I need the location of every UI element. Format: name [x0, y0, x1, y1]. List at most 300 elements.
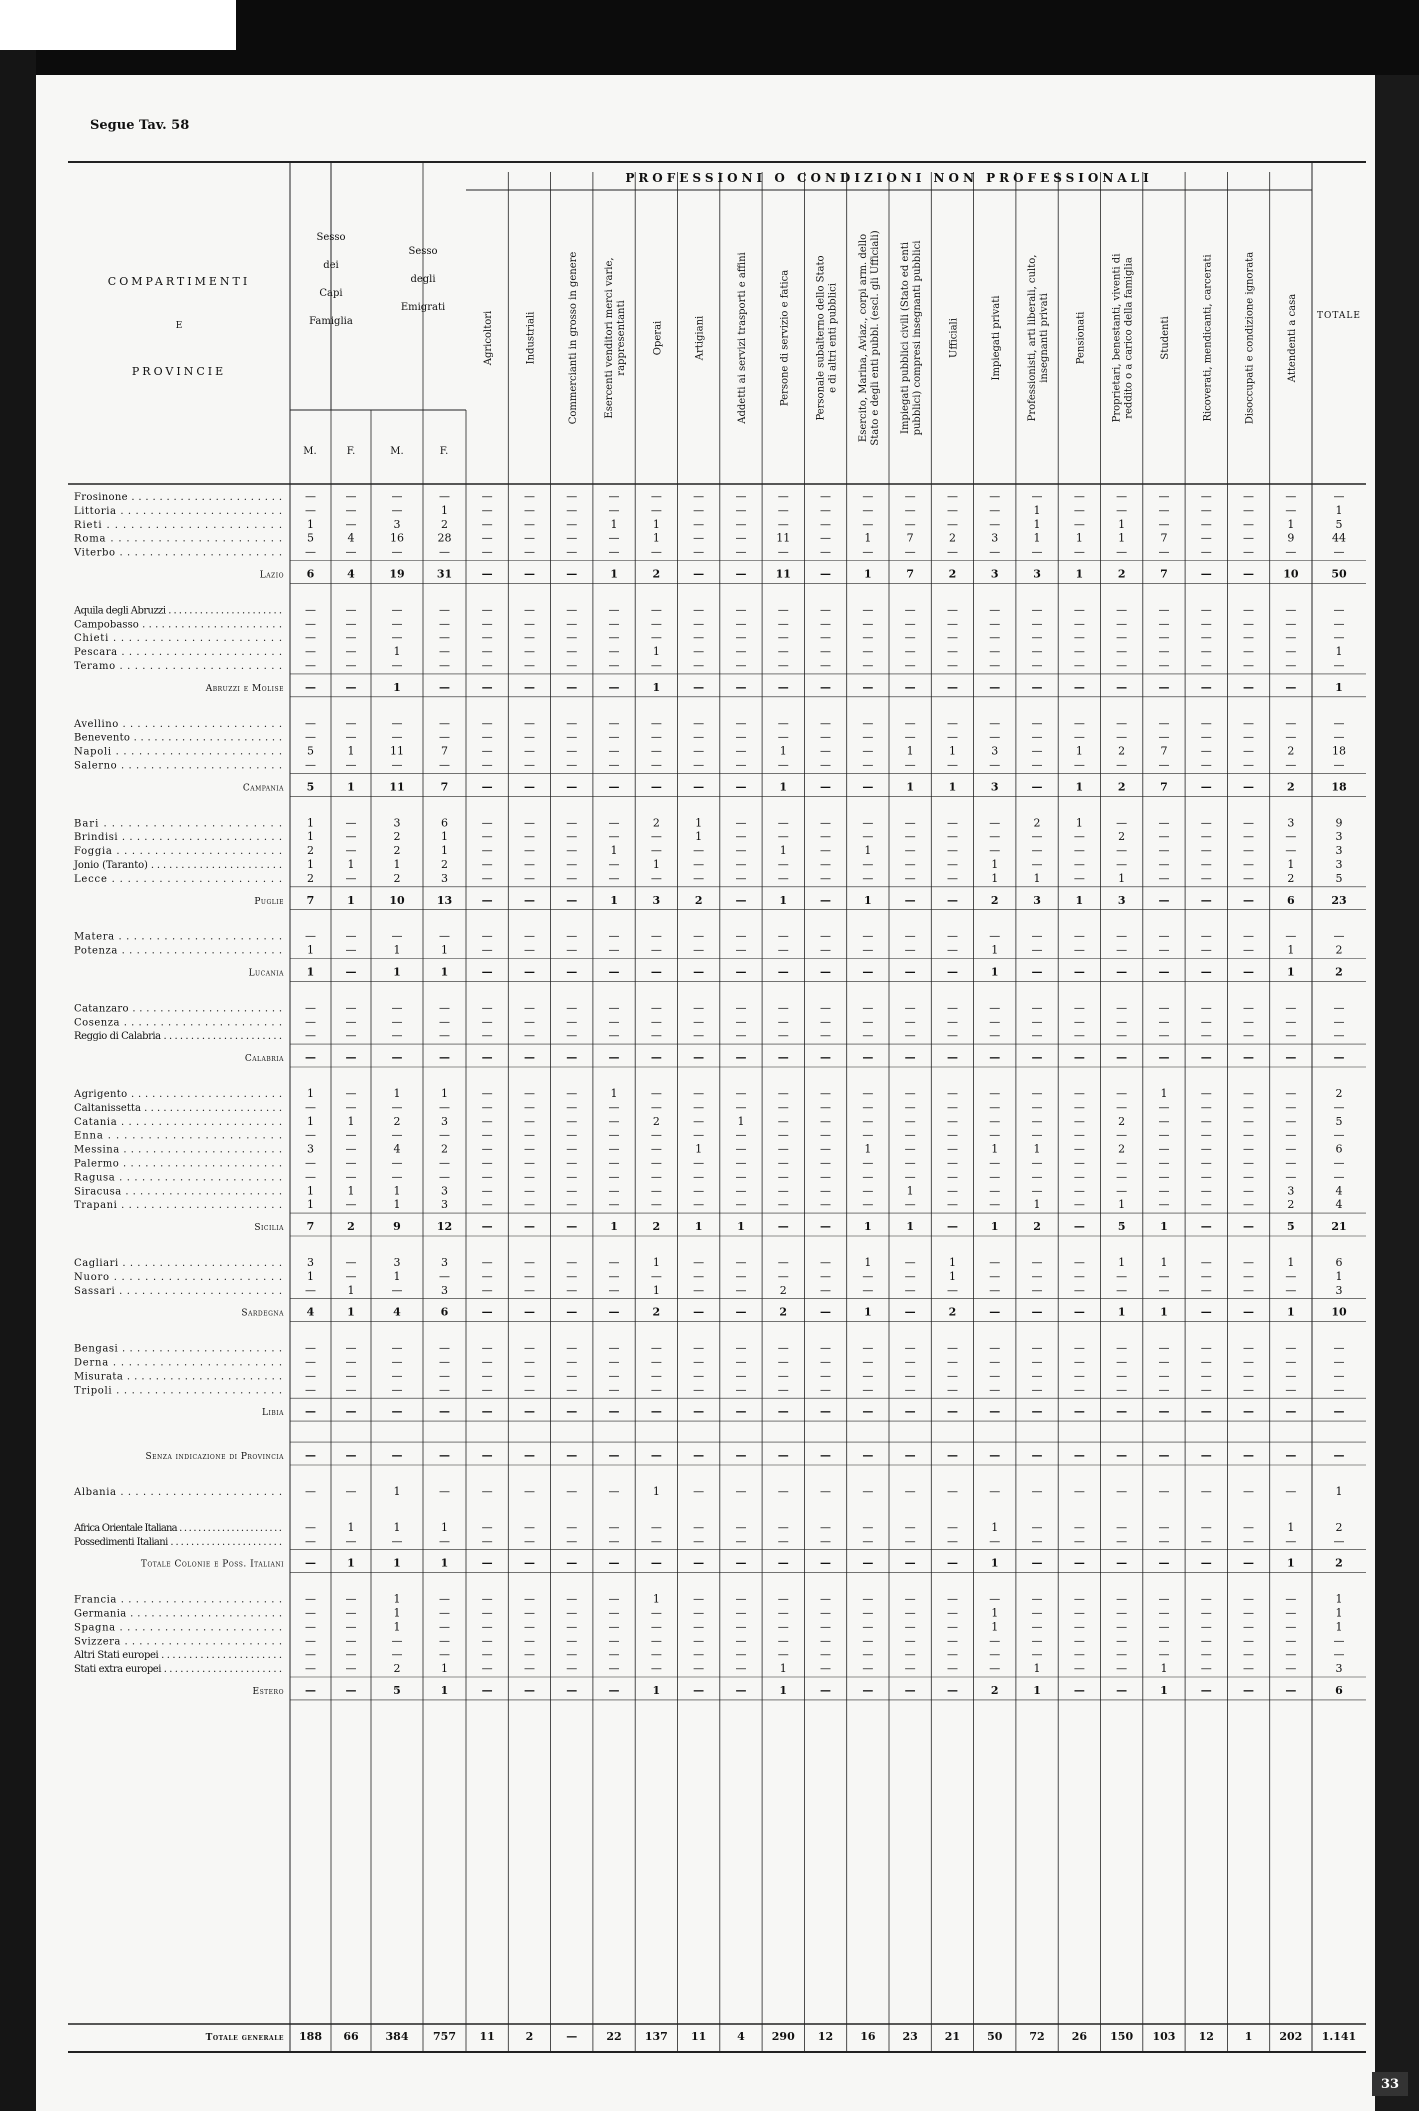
data-cell: —: [566, 871, 578, 885]
data-cell: —: [481, 1684, 493, 1697]
data-cell: —: [693, 1114, 705, 1128]
data-cell: —: [650, 1198, 662, 1212]
data-cell: —: [345, 517, 357, 531]
data-cell: —: [693, 780, 705, 794]
header-profession: rappresentanti: [616, 300, 628, 376]
data-cell: —: [650, 929, 662, 943]
data-cell: —: [989, 844, 1001, 858]
data-cell: —: [566, 1383, 578, 1397]
header-profession: Pensionati: [1075, 311, 1087, 365]
province-label: Spagna . . . . . . . . . . . . . . . . . . . . . .: [74, 1622, 282, 1634]
province-label: Benevento . . . . . . . . . . . . . . . . . . . . . .: [74, 732, 282, 744]
data-cell: —: [1031, 1283, 1043, 1297]
data-cell: 9: [1335, 816, 1343, 830]
data-cell: —: [989, 1449, 1001, 1463]
data-cell: 1: [1287, 1305, 1295, 1319]
data-cell: —: [862, 603, 874, 617]
data-cell: 1: [393, 1520, 401, 1534]
data-cell: —: [1073, 1114, 1085, 1128]
data-cell: —: [1285, 1156, 1297, 1170]
data-cell: —: [566, 531, 578, 545]
data-cell: —: [1073, 1305, 1085, 1319]
province-label: Agrigento . . . . . . . . . . . . . . . . . . . . . .: [74, 1089, 282, 1100]
data-cell: —: [735, 645, 747, 659]
data-cell: —: [650, 1556, 662, 1570]
data-cell: —: [1073, 631, 1085, 645]
data-cell: —: [1116, 1087, 1128, 1100]
data-cell: 10: [1331, 1305, 1347, 1319]
data-cell: —: [566, 1620, 578, 1634]
data-cell: —: [1031, 1648, 1043, 1662]
data-cell: 202: [1279, 2030, 1303, 2043]
data-cell: —: [1158, 1620, 1170, 1634]
data-cell: —: [777, 716, 789, 730]
data-cell: —: [566, 780, 578, 794]
data-cell: —: [566, 1606, 578, 1620]
data-cell: —: [777, 1001, 789, 1015]
data-cell: 1: [393, 680, 401, 694]
group-total-label: Calabria: [244, 1054, 284, 1065]
province-label: Matera . . . . . . . . . . . . . . . . . . . . . .: [74, 931, 282, 943]
data-cell: —: [946, 1184, 958, 1198]
data-cell: 3: [441, 871, 448, 885]
data-cell: —: [862, 490, 874, 503]
data-cell: 1: [1033, 1662, 1041, 1676]
data-cell: —: [1333, 1449, 1345, 1463]
data-cell: —: [650, 1383, 662, 1397]
data-cell: —: [820, 893, 832, 907]
data-cell: —: [566, 1369, 578, 1383]
data-cell: —: [862, 631, 874, 645]
data-cell: —: [439, 1029, 450, 1043]
data-cell: 1: [864, 567, 872, 581]
data-cell: —: [481, 758, 493, 772]
data-cell: —: [608, 1184, 620, 1198]
data-cell: —: [1158, 1485, 1170, 1498]
data-cell: —: [693, 965, 705, 979]
data-cell: —: [946, 631, 958, 645]
data-cell: 1: [906, 1220, 914, 1234]
data-cell: —: [904, 1142, 916, 1156]
data-cell: —: [904, 1606, 916, 1620]
data-cell: —: [523, 744, 535, 758]
province-label: Palermo . . . . . . . . . . . . . . . . . . . . . .: [74, 1158, 282, 1170]
data-cell: —: [820, 1114, 832, 1128]
data-cell: —: [608, 1485, 620, 1498]
data-cell: —: [989, 1534, 1001, 1548]
data-cell: —: [608, 1606, 620, 1620]
data-cell: —: [608, 1114, 620, 1128]
data-cell: —: [481, 1142, 493, 1156]
data-cell: —: [989, 1634, 1001, 1648]
data-cell: —: [946, 1087, 958, 1100]
data-cell: —: [566, 1592, 578, 1606]
data-cell: —: [1073, 1485, 1085, 1498]
data-cell: —: [391, 1405, 403, 1419]
data-cell: —: [989, 545, 1001, 559]
data-cell: —: [777, 1485, 789, 1498]
data-cell: —: [1116, 659, 1128, 672]
data-cell: —: [862, 1383, 874, 1397]
data-cell: —: [345, 1170, 357, 1184]
data-cell: —: [1333, 1170, 1345, 1184]
data-cell: —: [1243, 517, 1255, 531]
data-cell: —: [481, 631, 493, 645]
data-cell: —: [735, 617, 747, 631]
data-cell: 3: [441, 1114, 448, 1128]
data-cell: 1: [1075, 744, 1083, 758]
data-cell: —: [1200, 617, 1212, 631]
data-cell: 2: [307, 844, 314, 858]
data-cell: —: [946, 517, 958, 531]
header-sesso-capi: Famiglia: [309, 316, 353, 327]
data-cell: —: [345, 929, 357, 943]
data-cell: —: [777, 1369, 789, 1383]
data-cell: —: [1158, 1648, 1170, 1662]
data-cell: —: [305, 1156, 316, 1170]
data-cell: —: [1200, 1142, 1212, 1156]
data-cell: —: [345, 1001, 357, 1015]
data-cell: —: [650, 545, 662, 559]
data-cell: —: [1285, 1128, 1297, 1142]
data-cell: —: [305, 631, 316, 645]
data-cell: —: [566, 1556, 578, 1570]
data-cell: 26: [1071, 2030, 1088, 2043]
data-cell: —: [439, 1100, 450, 1114]
data-cell: —: [1243, 659, 1255, 672]
data-cell: —: [693, 1341, 705, 1355]
data-cell: —: [1073, 858, 1085, 871]
data-cell: —: [946, 1170, 958, 1184]
data-cell: —: [608, 1648, 620, 1662]
data-cell: —: [989, 490, 1001, 503]
data-cell: —: [391, 1534, 403, 1548]
data-cell: —: [481, 1100, 493, 1114]
data-cell: —: [439, 603, 450, 617]
data-cell: —: [566, 830, 578, 844]
data-cell: —: [735, 730, 747, 744]
data-cell: —: [693, 1684, 705, 1697]
data-cell: —: [566, 1283, 578, 1297]
data-cell: —: [608, 1556, 620, 1570]
data-cell: —: [989, 1029, 1001, 1043]
data-cell: —: [1285, 758, 1297, 772]
data-cell: —: [305, 1620, 316, 1634]
data-cell: —: [608, 645, 620, 659]
data-cell: —: [650, 1184, 662, 1198]
data-cell: —: [1200, 1184, 1212, 1198]
data-cell: —: [1285, 1592, 1297, 1606]
data-cell: 1: [1160, 1662, 1168, 1676]
data-cell: —: [820, 730, 832, 744]
data-cell: —: [989, 1269, 1001, 1283]
data-cell: —: [481, 1051, 493, 1065]
data-cell: —: [305, 1341, 316, 1355]
province-label: Reggio di Calabria . . . . . . . . . . . . . . . . . . . . . .: [74, 1031, 282, 1043]
data-cell: —: [820, 1648, 832, 1662]
data-cell: —: [481, 1220, 493, 1234]
data-cell: —: [391, 503, 403, 517]
data-cell: —: [650, 1156, 662, 1170]
data-cell: —: [1243, 816, 1255, 830]
data-cell: —: [608, 1634, 620, 1648]
data-cell: 1: [1075, 893, 1084, 907]
data-cell: —: [862, 1029, 874, 1043]
data-cell: —: [345, 1606, 357, 1620]
province-label: Pescara . . . . . . . . . . . . . . . . . . . . . .: [74, 647, 282, 659]
data-cell: —: [777, 1405, 789, 1419]
data-cell: 6: [1335, 1684, 1343, 1697]
data-cell: —: [946, 1369, 958, 1383]
data-cell: 6: [1335, 1256, 1343, 1269]
data-cell: —: [1073, 659, 1085, 672]
data-cell: —: [1285, 631, 1297, 645]
data-cell: —: [820, 1355, 832, 1369]
data-cell: —: [345, 758, 357, 772]
data-cell: —: [693, 1100, 705, 1114]
data-cell: —: [523, 1170, 535, 1184]
data-cell: 1: [779, 1662, 787, 1676]
group-total-label: Sicilia: [254, 1223, 284, 1234]
data-cell: —: [439, 1156, 450, 1170]
data-cell: —: [1200, 965, 1212, 979]
data-cell: —: [1243, 617, 1255, 631]
data-cell: —: [904, 1029, 916, 1043]
data-cell: —: [391, 631, 403, 645]
data-cell: —: [989, 1015, 1001, 1029]
data-cell: —: [481, 659, 493, 672]
data-cell: —: [989, 716, 1001, 730]
data-cell: —: [820, 1029, 832, 1043]
data-cell: —: [439, 1634, 450, 1648]
data-cell: —: [305, 1283, 316, 1297]
data-cell: —: [1285, 1620, 1297, 1634]
data-cell: —: [693, 1156, 705, 1170]
data-cell: —: [481, 1305, 493, 1319]
data-cell: —: [693, 1087, 705, 1100]
data-cell: —: [1158, 871, 1170, 885]
data-cell: 12: [817, 2030, 834, 2043]
data-cell: —: [820, 517, 832, 531]
data-cell: —: [693, 730, 705, 744]
data-cell: —: [523, 1355, 535, 1369]
province-label: Littoria . . . . . . . . . . . . . . . . . . . . . .: [74, 505, 282, 517]
data-cell: —: [1243, 631, 1255, 645]
data-cell: —: [904, 816, 916, 830]
province-label: Lecce . . . . . . . . . . . . . . . . . . . . . .: [74, 873, 282, 885]
data-cell: —: [523, 1128, 535, 1142]
data-cell: 5: [306, 780, 315, 794]
data-cell: —: [1333, 1369, 1345, 1383]
data-cell: —: [820, 1087, 832, 1100]
data-cell: —: [777, 1606, 789, 1620]
data-cell: —: [946, 659, 958, 672]
data-cell: —: [523, 567, 535, 581]
data-cell: —: [862, 716, 874, 730]
data-cell: —: [1285, 645, 1297, 659]
data-cell: —: [523, 1520, 535, 1534]
data-cell: —: [777, 603, 789, 617]
data-cell: —: [1073, 1449, 1085, 1463]
data-cell: —: [820, 1606, 832, 1620]
data-cell: —: [305, 1015, 316, 1029]
data-cell: 2: [393, 1114, 401, 1128]
data-cell: —: [777, 1156, 789, 1170]
data-cell: —: [989, 1156, 1001, 1170]
data-cell: —: [523, 1087, 535, 1100]
data-cell: —: [566, 1269, 578, 1283]
data-cell: —: [904, 1341, 916, 1355]
data-cell: —: [693, 603, 705, 617]
data-cell: 1: [393, 858, 401, 871]
data-cell: —: [566, 1029, 578, 1043]
data-cell: —: [345, 1198, 357, 1212]
data-cell: —: [391, 603, 403, 617]
data-cell: —: [1158, 680, 1170, 694]
data-cell: —: [1116, 503, 1128, 517]
data-cell: —: [481, 858, 493, 871]
data-cell: —: [1031, 830, 1043, 844]
data-cell: 3: [1335, 1283, 1343, 1297]
data-cell: —: [946, 1015, 958, 1029]
header-profession: pubblici) compresi insegnanti pubblici: [912, 240, 924, 436]
data-cell: —: [946, 603, 958, 617]
data-cell: —: [1200, 1087, 1212, 1100]
data-cell: —: [305, 1170, 316, 1184]
data-cell: —: [345, 1156, 357, 1170]
data-cell: —: [305, 1128, 316, 1142]
data-cell: —: [862, 545, 874, 559]
data-cell: 290: [771, 2030, 795, 2043]
data-cell: —: [1073, 617, 1085, 631]
data-cell: —: [989, 1485, 1001, 1498]
data-cell: —: [735, 929, 747, 943]
data-cell: —: [1031, 730, 1043, 744]
data-cell: —: [777, 503, 789, 517]
data-cell: —: [1200, 1520, 1212, 1534]
province-label: Rieti . . . . . . . . . . . . . . . . . . . . . .: [74, 519, 282, 531]
data-cell: —: [904, 1405, 916, 1419]
data-cell: —: [946, 844, 958, 858]
data-cell: —: [1073, 1620, 1085, 1634]
data-cell: —: [608, 617, 620, 631]
data-cell: —: [650, 844, 662, 858]
province-label: Trapani . . . . . . . . . . . . . . . . . . . . . .: [74, 1200, 282, 1212]
province-label: Foggia . . . . . . . . . . . . . . . . . . . . . .: [74, 846, 282, 858]
data-cell: —: [904, 1015, 916, 1029]
data-cell: —: [1285, 1029, 1297, 1043]
data-cell: —: [439, 1051, 450, 1065]
data-cell: 2: [1287, 871, 1295, 885]
data-cell: —: [1333, 1001, 1345, 1015]
data-cell: —: [946, 490, 958, 503]
data-cell: —: [439, 1592, 450, 1606]
data-cell: —: [1285, 730, 1297, 744]
data-cell: —: [305, 716, 316, 730]
data-cell: —: [862, 1620, 874, 1634]
data-cell: —: [1116, 545, 1128, 559]
data-cell: —: [650, 1269, 662, 1283]
data-cell: —: [523, 1001, 535, 1015]
data-cell: —: [1073, 1001, 1085, 1015]
data-cell: —: [305, 1592, 316, 1606]
data-cell: —: [1073, 1684, 1085, 1697]
data-cell: —: [345, 1142, 357, 1156]
data-cell: —: [693, 1534, 705, 1548]
data-cell: —: [820, 1449, 832, 1463]
data-cell: —: [391, 758, 403, 772]
data-cell: —: [989, 1087, 1001, 1100]
data-cell: —: [523, 531, 535, 545]
data-cell: —: [523, 1184, 535, 1198]
data-cell: —: [608, 1520, 620, 1534]
data-cell: —: [1073, 1383, 1085, 1397]
data-cell: —: [608, 1369, 620, 1383]
data-cell: 137: [644, 2030, 668, 2043]
data-cell: —: [1158, 617, 1170, 631]
data-cell: —: [735, 1015, 747, 1029]
header-profession: Impiegati privati: [990, 295, 1002, 381]
data-cell: —: [1158, 943, 1170, 957]
data-cell: —: [1200, 490, 1212, 503]
data-cell: 23: [902, 2030, 918, 2043]
data-cell: 28: [437, 531, 452, 545]
data-cell: —: [1158, 503, 1170, 517]
data-cell: —: [1285, 1355, 1297, 1369]
data-cell: 11: [389, 780, 405, 794]
data-cell: —: [820, 844, 832, 858]
data-cell: —: [820, 1634, 832, 1648]
data-cell: —: [391, 1355, 403, 1369]
data-cell: —: [305, 1051, 316, 1065]
data-cell: —: [1200, 1383, 1212, 1397]
data-cell: 1: [1075, 816, 1083, 830]
data-cell: 1: [652, 531, 660, 545]
data-cell: —: [777, 545, 789, 559]
data-cell: —: [345, 1648, 357, 1662]
data-cell: —: [1116, 758, 1128, 772]
data-cell: —: [946, 1534, 958, 1548]
data-cell: —: [1243, 1087, 1255, 1100]
data-cell: —: [820, 680, 832, 694]
grand-total-label: Totale generale: [205, 2033, 284, 2043]
data-cell: —: [1243, 744, 1255, 758]
data-cell: —: [523, 617, 535, 631]
data-cell: —: [1285, 617, 1297, 631]
data-cell: —: [481, 531, 493, 545]
data-cell: 1: [393, 1485, 401, 1498]
data-cell: —: [523, 680, 535, 694]
data-cell: —: [439, 1369, 450, 1383]
data-cell: —: [439, 490, 450, 503]
data-cell: 3: [990, 567, 999, 581]
data-cell: 2: [393, 830, 401, 844]
data-cell: —: [777, 631, 789, 645]
data-cell: —: [862, 645, 874, 659]
data-cell: —: [1243, 1684, 1255, 1697]
data-cell: —: [862, 1198, 874, 1212]
data-cell: 1: [393, 645, 401, 659]
data-cell: —: [735, 858, 747, 871]
data-cell: —: [862, 1662, 874, 1676]
data-cell: 10: [1283, 567, 1299, 581]
data-cell: —: [1073, 1051, 1085, 1065]
data-cell: —: [989, 1256, 1001, 1269]
data-cell: —: [904, 1170, 916, 1184]
data-cell: —: [904, 929, 916, 943]
data-cell: —: [1333, 1156, 1345, 1170]
data-cell: —: [345, 1341, 357, 1355]
